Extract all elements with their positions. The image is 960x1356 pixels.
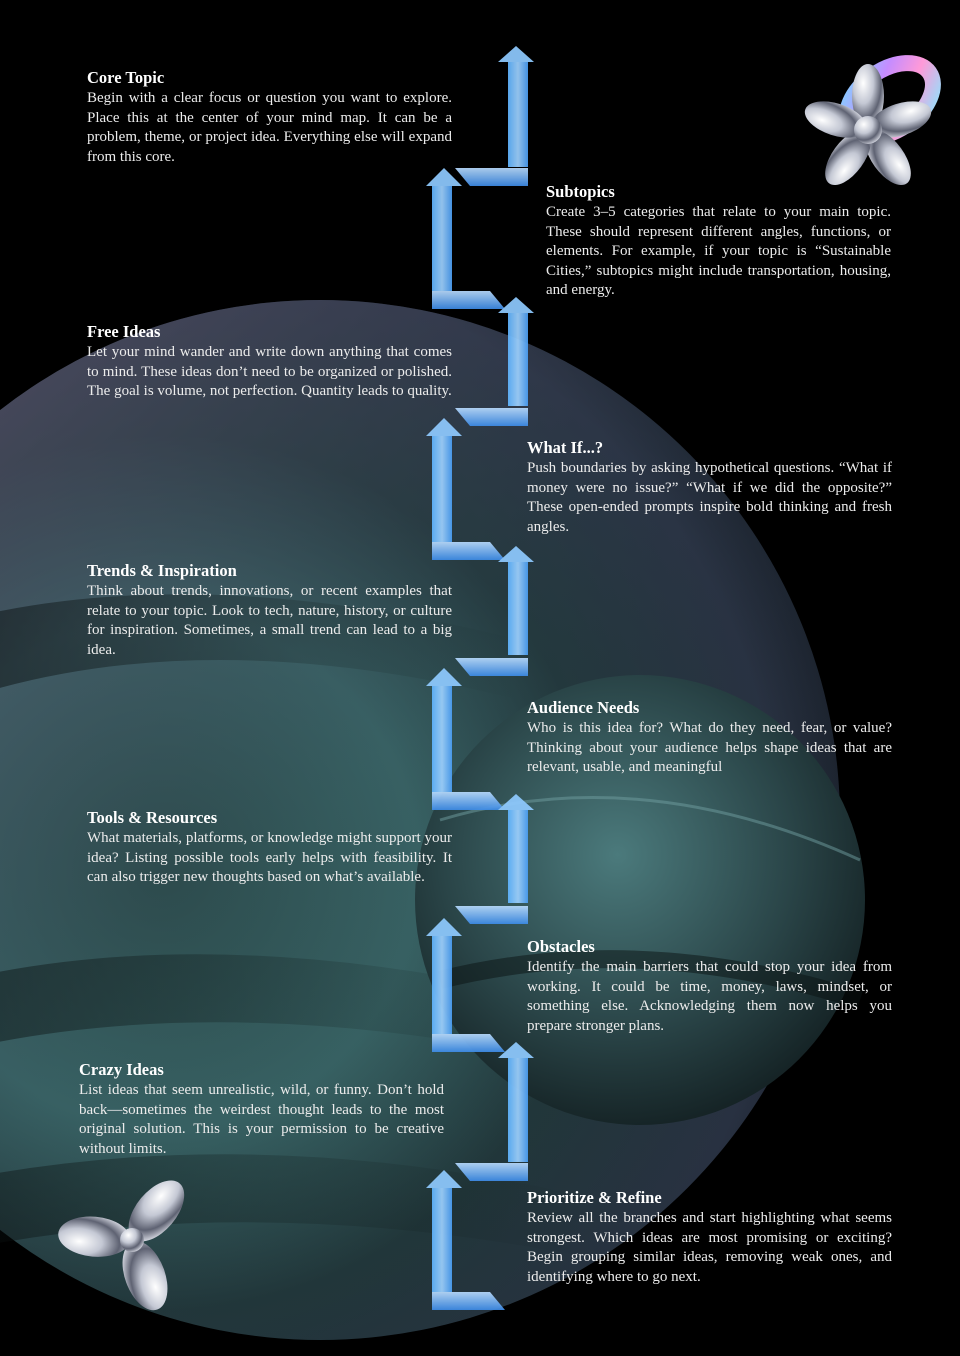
step-title: Obstacles xyxy=(527,937,595,956)
chrome-flower-icon xyxy=(790,40,950,200)
step-title: Core Topic xyxy=(87,68,165,87)
chrome-petal-icon xyxy=(52,1172,202,1312)
step-title: Prioritize & Refine xyxy=(527,1188,662,1207)
step-trends-inspiration xyxy=(87,561,452,660)
step-description: Who is this idea for? What do they need, fear, or value? Thinking about your audience helps shape ideas that are relevant, usable, and meaningful xyxy=(527,720,892,776)
step-prioritize-refine xyxy=(527,1188,892,1287)
step-description: Identify the main barriers that could stop your idea from working. It could be time, money, laws, mindset, or something else. Acknowledging them now helps you prepare stronger plans. xyxy=(527,959,892,1034)
step-tools-resources xyxy=(87,808,452,888)
step-description: List ideas that seem unrealistic, wild, or funny. Don’t hold back—sometimes the weirdest thought leads to the most original solution. This is your permission to be creative without limits. xyxy=(79,1082,444,1157)
step-title: What If...? xyxy=(527,438,604,457)
step-title: Crazy Ideas xyxy=(79,1060,164,1079)
step-description: Let your mind wander and write down anything that comes to mind. These ideas don’t need to be organized or polished. The goal is volume, not perfection. Quantity leads to quality. xyxy=(87,344,452,400)
step-description: What materials, platforms, or knowledge might support your idea? Listing possible tools early helps with feasibility. It can also trigger new thoughts based on what’s available. xyxy=(87,830,452,886)
step-title: Audience Needs xyxy=(527,698,640,717)
step-description: Review all the branches and start highlighting what seems strongest. Which ideas are most promising or exciting? Begin grouping similar ideas, removing weak ones, and identifying where to go next. xyxy=(527,1210,892,1285)
step-description: Think about trends, innovations, or recent examples that relate to your topic. Look to tech, nature, history, or culture for inspiration. Sometimes, a small trend can lead to a big idea. xyxy=(87,583,452,658)
step-subtopics xyxy=(546,182,891,301)
step-description: Begin with a clear focus or question you want to explore. Place this at the center of your mind map. It can be a problem, theme, or project idea. Everything else will expand from this core. xyxy=(87,90,452,165)
step-audience-needs xyxy=(527,698,892,778)
step-title: Tools & Resources xyxy=(87,808,218,827)
step-description: Push boundaries by asking hypothetical questions. “What if money were no issue?” “What if we did the opposite?” These open-ended prompts inspire bold thinking and fresh angles. xyxy=(527,460,892,535)
step-obstacles xyxy=(527,937,892,1036)
step-title: Free Ideas xyxy=(87,322,161,341)
step-title: Trends & Inspiration xyxy=(87,561,237,580)
step-what-if xyxy=(527,438,892,537)
step-description: Create 3–5 categories that relate to your main topic. These should represent different angles, functions, or elements. For example, if your topic is “Sustainable Cities,” subtopics might include transportation, housing, and energy. xyxy=(546,204,891,299)
step-free-ideas xyxy=(87,322,452,402)
step-title: Subtopics xyxy=(546,182,615,201)
step-crazy-ideas xyxy=(79,1060,444,1159)
step-core-topic xyxy=(87,68,452,167)
